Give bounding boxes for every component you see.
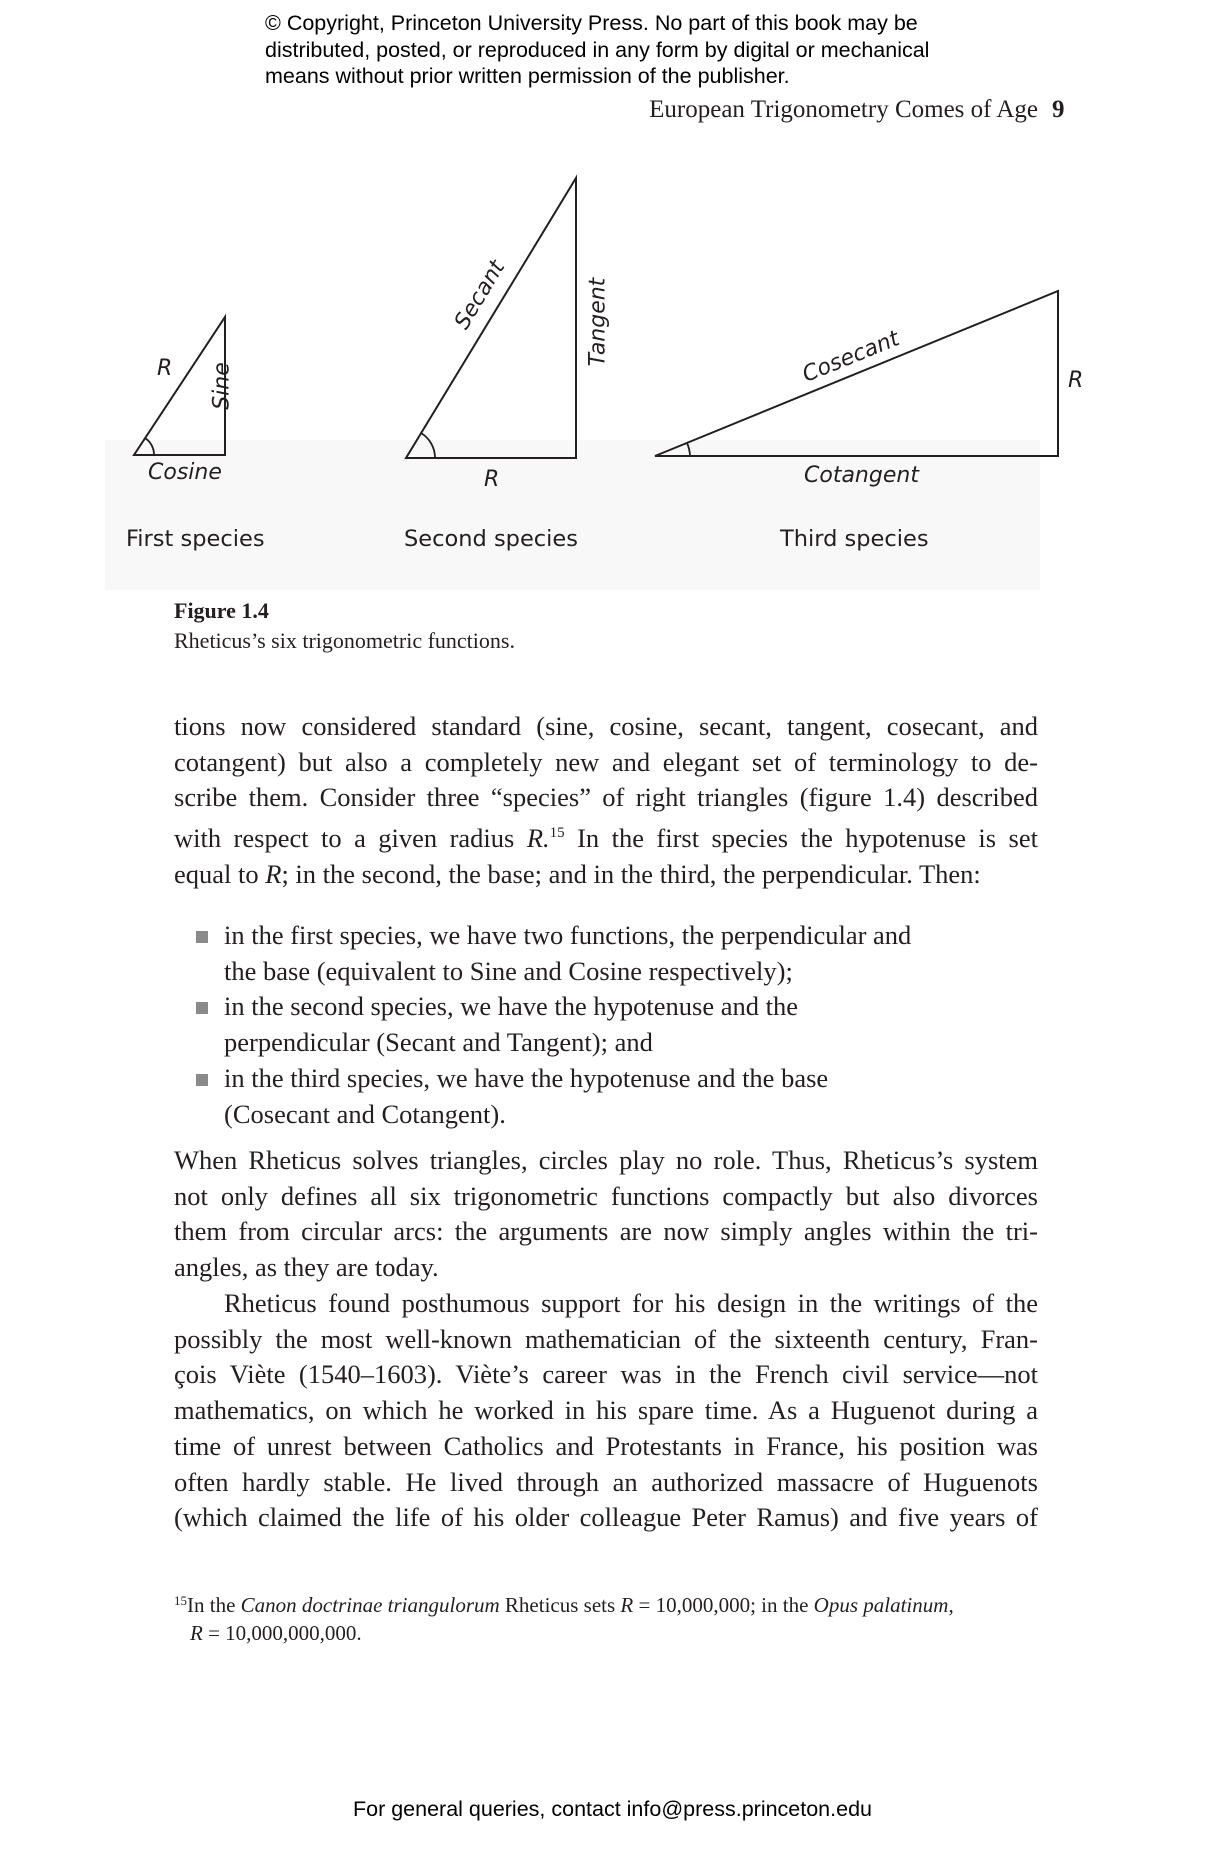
sine-label: Sine (209, 362, 235, 410)
book-title: Canon doctrinae triangulorum (240, 1593, 500, 1617)
page-number: 9 (1052, 96, 1065, 123)
text-line: often hardly stable. He lived through an authorized massacre of Huguenots (174, 1466, 1038, 1497)
text-line: them from circular arcs: the arguments are now simply angles within the tri- (174, 1216, 1038, 1247)
text-segment: ; in the second, the base; and in the third, the perpendicular. Then: (281, 858, 981, 889)
text-segment: In the first species the hypotenuse is set (564, 823, 1038, 854)
paragraph-2 (174, 1143, 1038, 1286)
figure-triangles (0, 140, 1225, 600)
book-title: Opus palatinum (813, 1593, 949, 1617)
cosecant-label: Cosecant (799, 326, 903, 388)
copyright-notice (265, 10, 1025, 90)
list-item (196, 989, 976, 1060)
text-segment: with respect to a given radius (174, 823, 515, 854)
text-line: perpendicular (Secant and Tangent); and (224, 1027, 653, 1058)
third-species-triangle (655, 291, 1058, 456)
text-segment: equal to (174, 858, 259, 889)
bullet-square-icon (196, 1002, 208, 1014)
text-segment: Rheticus sets (499, 1593, 621, 1617)
text-line: not only defines all six trigonometric functions compactly but also divorces (174, 1180, 1038, 1211)
text-line: in the third species, we have the hypotenuse and the base (224, 1062, 829, 1093)
second-species-label: Second species (404, 526, 578, 552)
paragraph-1 (174, 709, 1038, 893)
text-line: mathematics, on which he worked in his spare time. As a Huguenot during a (174, 1395, 1038, 1426)
text-line (174, 816, 1038, 857)
figure-number: Figure 1.4 (174, 598, 269, 623)
second-base-label: R (484, 467, 500, 492)
bullet-square-icon (196, 931, 208, 943)
text-line: tions now considered standard (sine, cosine, secant, tangent, cosecant, and (174, 711, 1038, 741)
running-head: European Trigonometry Comes of Age (649, 96, 1038, 123)
radius-symbol: R (620, 1593, 634, 1617)
text-line: When Rheticus solves triangles, circles play no role. Thus, Rheticus’s system (174, 1145, 1038, 1175)
text-line (174, 1587, 1038, 1619)
text-segment: = 10,000,000,000. (202, 1621, 362, 1645)
text-line: Rheticus found posthumous support for his design in the writings of the (224, 1288, 1038, 1318)
cotangent-label: Cotangent (804, 463, 919, 488)
figure-caption: Rheticus’s six trigonometric functions. (174, 628, 515, 653)
list-item (196, 918, 976, 989)
text-line (174, 1619, 1038, 1647)
tangent-label: Tangent (585, 277, 611, 367)
third-perpendicular-label: R (1068, 368, 1084, 393)
text-line: time of unrest between Catholics and Protestants in France, his position was (174, 1430, 1038, 1461)
text-line: the base (equivalent to Sine and Cosine respectively); (224, 955, 793, 986)
text-segment: , (948, 1593, 954, 1617)
text-line: (Cosecant and Cotangent). (224, 1098, 506, 1129)
text-line: in the first species, we have two functions, the perpendicular and (224, 920, 912, 950)
footnote (174, 1587, 1038, 1647)
text-line (174, 857, 1038, 893)
bullet-square-icon (196, 1074, 208, 1086)
copyright-line: means without prior written permission of the publisher. (265, 64, 790, 88)
third-species-label: Third species (780, 526, 929, 552)
copyright-line: © Copyright, Princeton University Press. No part of this book may be (265, 11, 918, 35)
text-line: (which claimed the life of his older colleague Peter Ramus) and five years of (174, 1502, 1038, 1533)
footer-contact: For general queries, contact info@press.princeton.edu (352, 1797, 872, 1821)
radius-symbol: R. (526, 823, 550, 854)
text-segment: = 10,000,000; in the (633, 1593, 814, 1617)
first-species-label: First species (126, 526, 265, 552)
text-line: scribe them. Consider three “species” of right triangles (figure 1.4) described (174, 782, 1038, 813)
radius-symbol: R (190, 1621, 203, 1645)
first-hypotenuse-label: R (157, 356, 173, 381)
copyright-line: distributed, posted, or reproduced in any form by digital or mechanical (265, 37, 930, 62)
text-line: possibly the most well-known mathematician of the sixteenth century, Fran- (174, 1323, 1038, 1354)
second-species-triangle (406, 178, 576, 458)
text-line: angles, as they are today. (174, 1252, 439, 1283)
cosine-label: Cosine (148, 460, 222, 485)
text-line: çois Viète (1540–1603). Viète’s career was in the French civil service—not (174, 1359, 1038, 1390)
paragraph-3 (174, 1286, 1038, 1536)
list-item (196, 1061, 976, 1132)
footnote-ref: 15 (549, 825, 565, 842)
text-line: cotangent) but also a completely new and elegant set of terminology to de- (174, 746, 1038, 777)
footnote-number: 15 (174, 1593, 187, 1608)
radius-symbol: R (265, 858, 282, 889)
secant-label: Secant (449, 256, 511, 334)
species-list (196, 918, 976, 1132)
text-segment: In the (187, 1593, 241, 1617)
text-line: in the second species, we have the hypotenuse and the (224, 991, 798, 1022)
